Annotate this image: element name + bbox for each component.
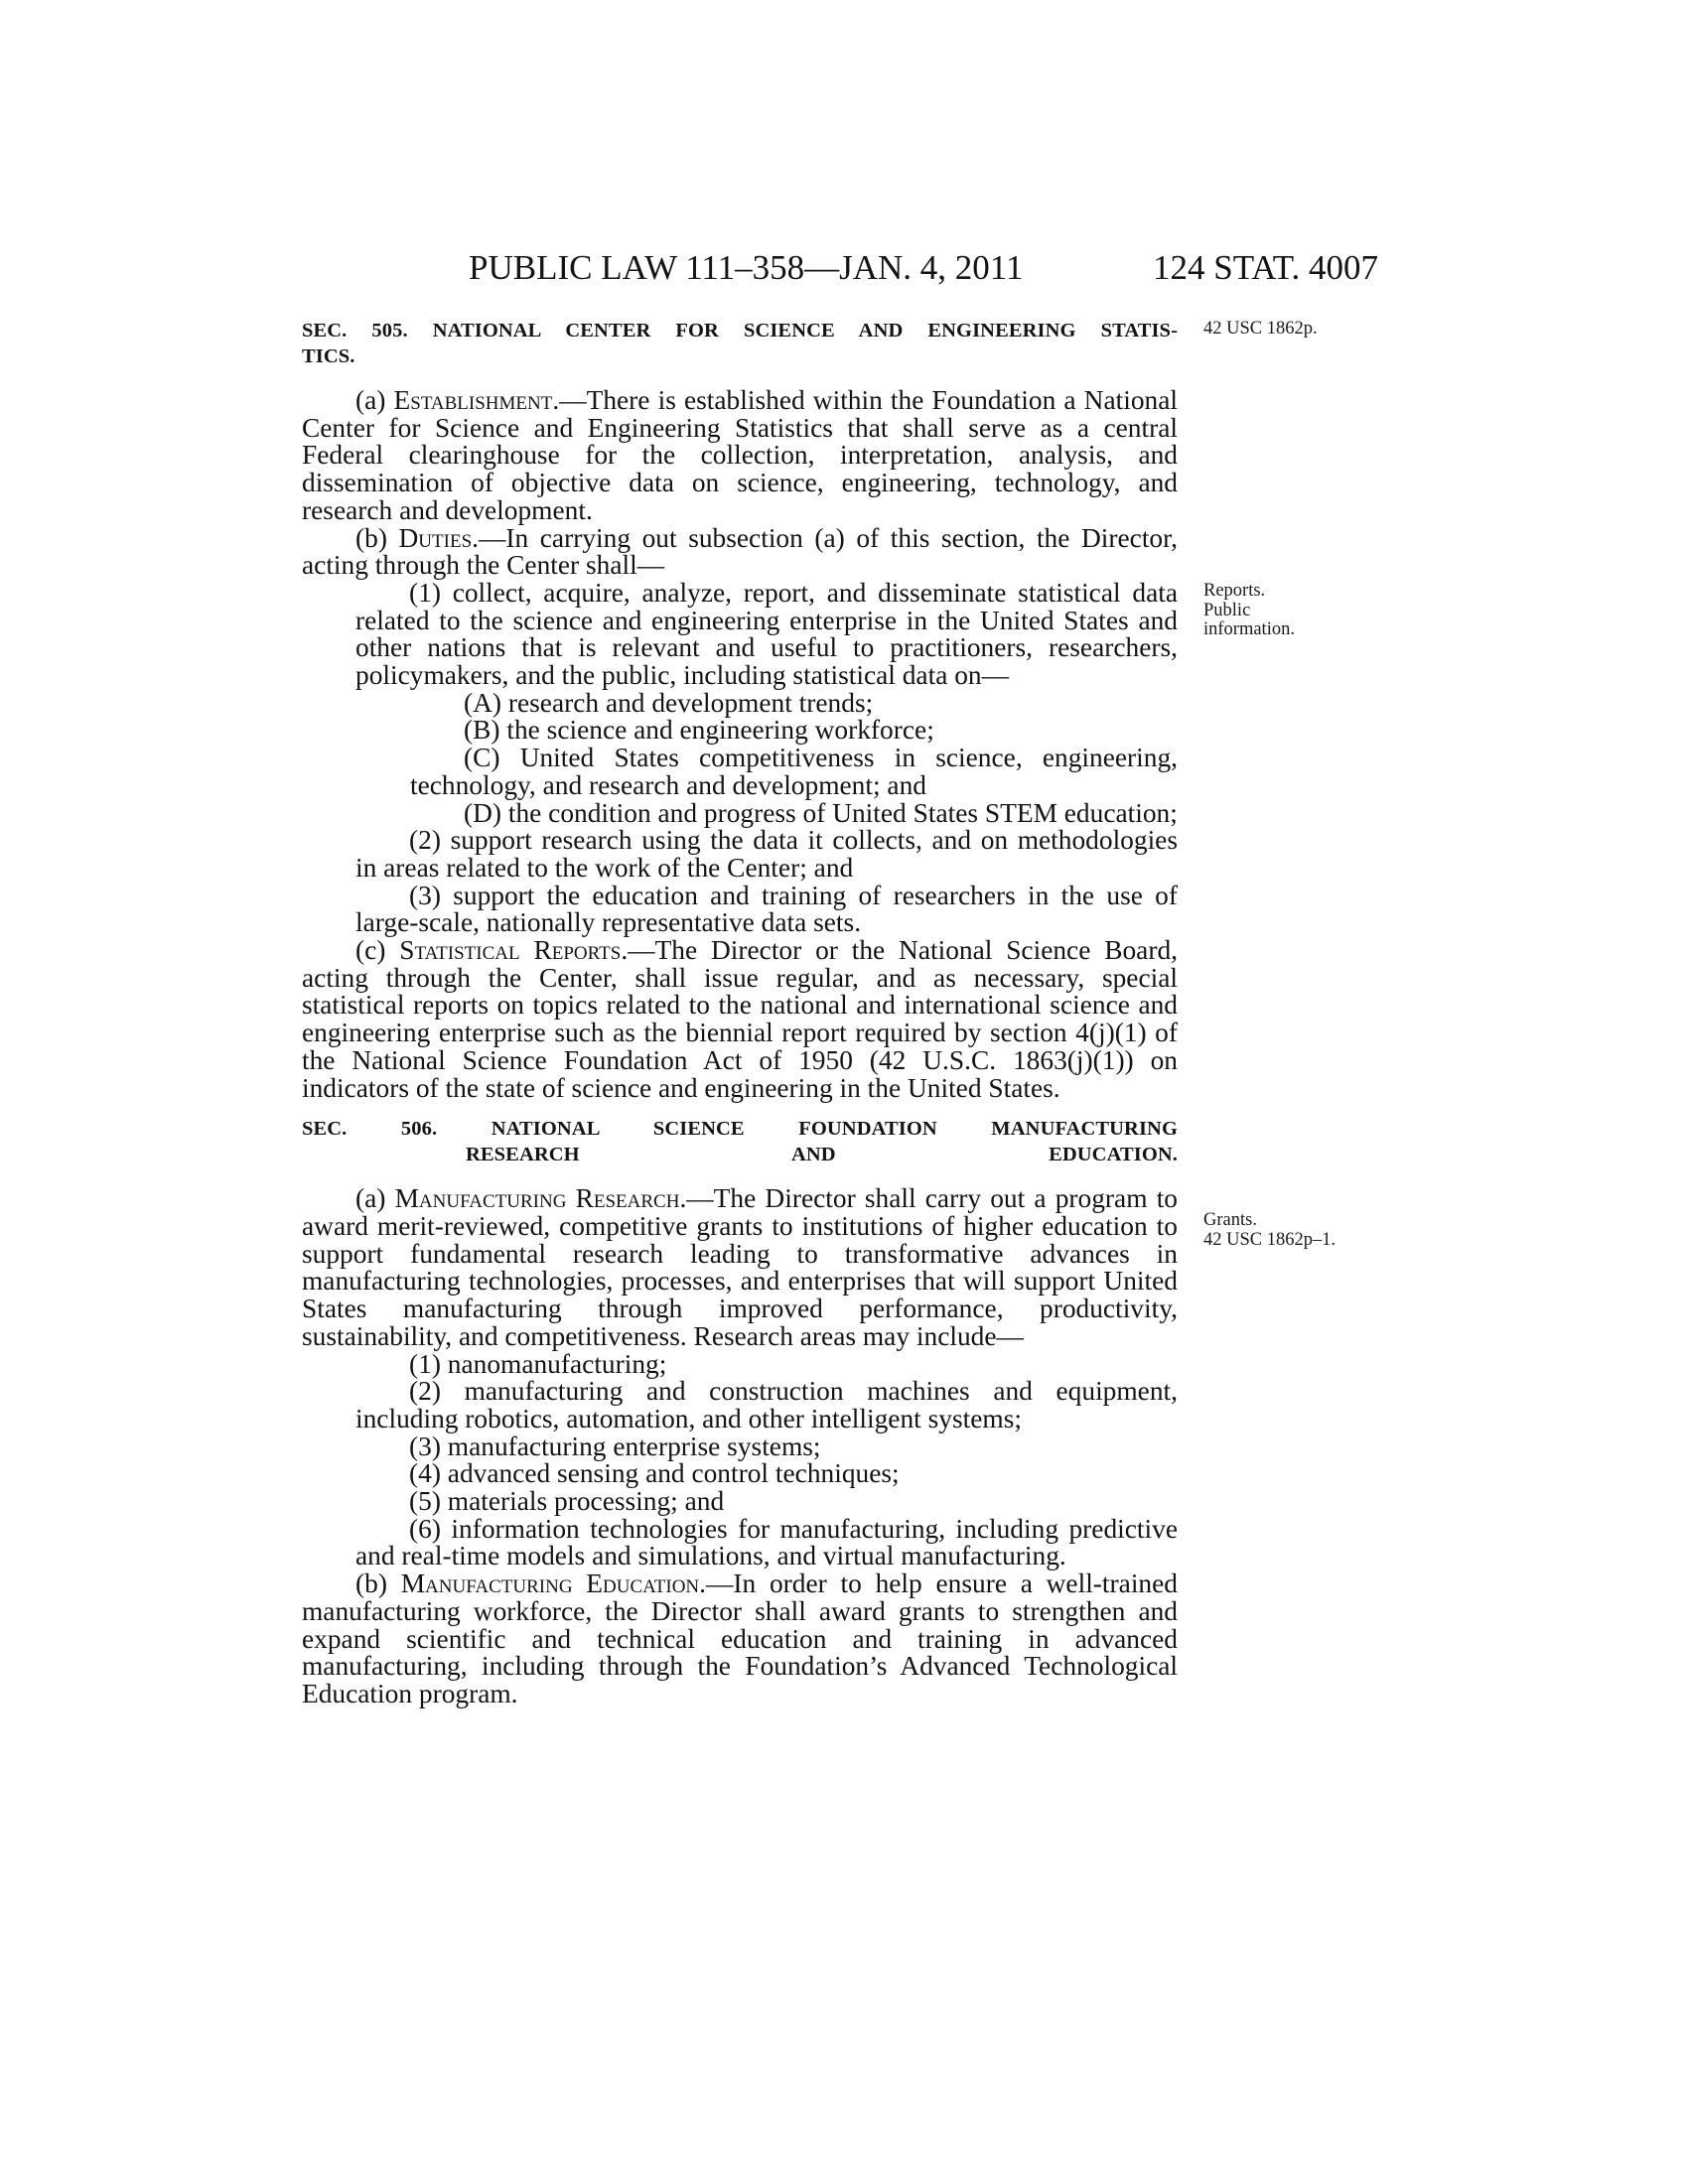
subparagraph-505-b-1-D: (D) the condition and progress of United States STEM education; (464, 797, 1178, 828)
section-506-heading-line2: RESEARCH AND EDUCATION. (466, 1144, 1178, 1166)
section-506-heading-line1: SEC. 506. NATIONAL SCIENCE FOUNDATION MANUFACTURING (302, 1118, 1178, 1141)
paragraph-506-a-6: (6) information technologies for manufacturing, including predictive and real-time models and simulations, and virtual manufacturing. (355, 1513, 1178, 1571)
subsection-text: .—The Director shall carry out a program to award merit-reviewed, competitive grants to institutions of higher education to support fundamental research leading to transformative advances in manufacturing technologies, processes, and enterprises that will support United States manufacturing through improved performance, productivity, sustainability, and competitiveness. Research areas may include— (302, 1183, 1178, 1351)
margin-reports: Reports. (1203, 581, 1266, 601)
subsection-label: (b) (355, 522, 399, 553)
subsection-label: (a) (355, 1183, 395, 1214)
paragraph-505-b-1: (1) collect, acquire, analyze, report, and disseminate statistical data related to the science and engineering enterprise in the United States and other nations that is relevant and useful to practitioners, researchers, policymakers, and the public, including statistical data on— (355, 577, 1178, 691)
paragraph-505-b-2: (2) support research using the data it collects, and on methodologies in areas related to the work of the Center; and (355, 825, 1178, 883)
subsection-caption: Establishment (393, 385, 553, 415)
subsection-506-a (302, 1185, 1178, 1350)
margin-note-reports (1203, 582, 1295, 640)
subsection-text: .—The Director or the National Science Board, acting through the Center, shall issue regular, and as necessary, special statistical reports on topics related to the national and international science and engineering enterprise such as the biennial report required by section 4(j)(1) of the National Science Foundation Act of 1950 (42 U.S.C. 1863(j)(1)) on indicators of the state of science and engineering in the United States. (302, 935, 1178, 1103)
margin-note-usc-505 (1203, 320, 1318, 340)
subsection-505-b (302, 522, 1178, 581)
paragraph-506-a-5: (5) materials processing; and (409, 1486, 725, 1517)
subsection-label: (b) (355, 1569, 401, 1599)
paragraph-506-a-3: (3) manufacturing enterprise systems; (409, 1431, 821, 1461)
subsection-506-b (302, 1570, 1178, 1708)
paragraph-506-a-1: (1) nanomanufacturing; (409, 1348, 667, 1379)
subsection-text: .—In carrying out subsection (a) of this section, the Director, acting through the Center shall— (302, 522, 1178, 581)
subsection-caption: Duties (398, 522, 473, 553)
margin-public: Public (1203, 600, 1251, 620)
paragraph-505-b-3: (3) support the education and training of researchers in the use of large-scale, nationally representative data sets. (355, 880, 1178, 938)
paragraph-506-a-2: (2) manufacturing and construction machines and equipment, including robotics, automation, and other intelligent systems; (355, 1376, 1178, 1433)
margin-usc-citation-506: 42 USC 1862p–1. (1203, 1229, 1336, 1250)
subsection-caption: Manufacturing Research (394, 1183, 680, 1214)
margin-grants: Grants. (1203, 1210, 1257, 1230)
subsection-505-a (302, 387, 1178, 525)
section-505-heading-main: SEC. 505. NATIONAL CENTER FOR SCIENCE AND ENGINEERING STATIS- (302, 320, 1178, 341)
running-title: PUBLIC LAW 111–358—JAN. 4, 2011 (469, 248, 1024, 287)
subsection-label: (a) (355, 385, 394, 415)
subsection-caption: Manufacturing Education (400, 1569, 700, 1599)
statute-body (302, 318, 1178, 1708)
margin-usc-citation: 42 USC 1862p. (1203, 319, 1318, 339)
subsection-505-c (302, 937, 1178, 1102)
margin-information: information. (1203, 619, 1295, 639)
section-505-heading-cont: TICS. (302, 345, 355, 367)
statute-page-number: 124 STAT. 4007 (1153, 248, 1378, 287)
subsection-label: (c) (355, 935, 400, 966)
subparagraph-505-b-1-C: (C) United States competitiveness in science, engineering, technology, and research and development; and (410, 743, 1178, 800)
paragraph-506-a-4: (4) advanced sensing and control techniques; (409, 1458, 900, 1489)
subsection-text: .—In order to help ensure a well-trained manufacturing workforce, the Director shall award grants to strengthen and expand scientific and technical education and training in advanced manufacturing, including through the Foundation’s Advanced Technological Education program. (302, 1569, 1178, 1708)
subparagraph-505-b-1-B: (B) the science and engineering workforce; (464, 715, 934, 746)
subsection-text: .—There is established within the Foundation a National Center for Science and Engineering Statistics that shall serve as a central Federal clearinghouse for the collection, interpretation, analysis, and dissemination of objective data on science, engineering, technology, and research and development. (302, 385, 1179, 525)
margin-note-grants (1203, 1211, 1336, 1250)
subsection-caption: Statistical Reports (399, 935, 622, 966)
section-506-heading (302, 1116, 1178, 1167)
subparagraph-505-b-1-A: (A) research and development trends; (464, 687, 874, 718)
section-505-heading (302, 318, 1178, 369)
